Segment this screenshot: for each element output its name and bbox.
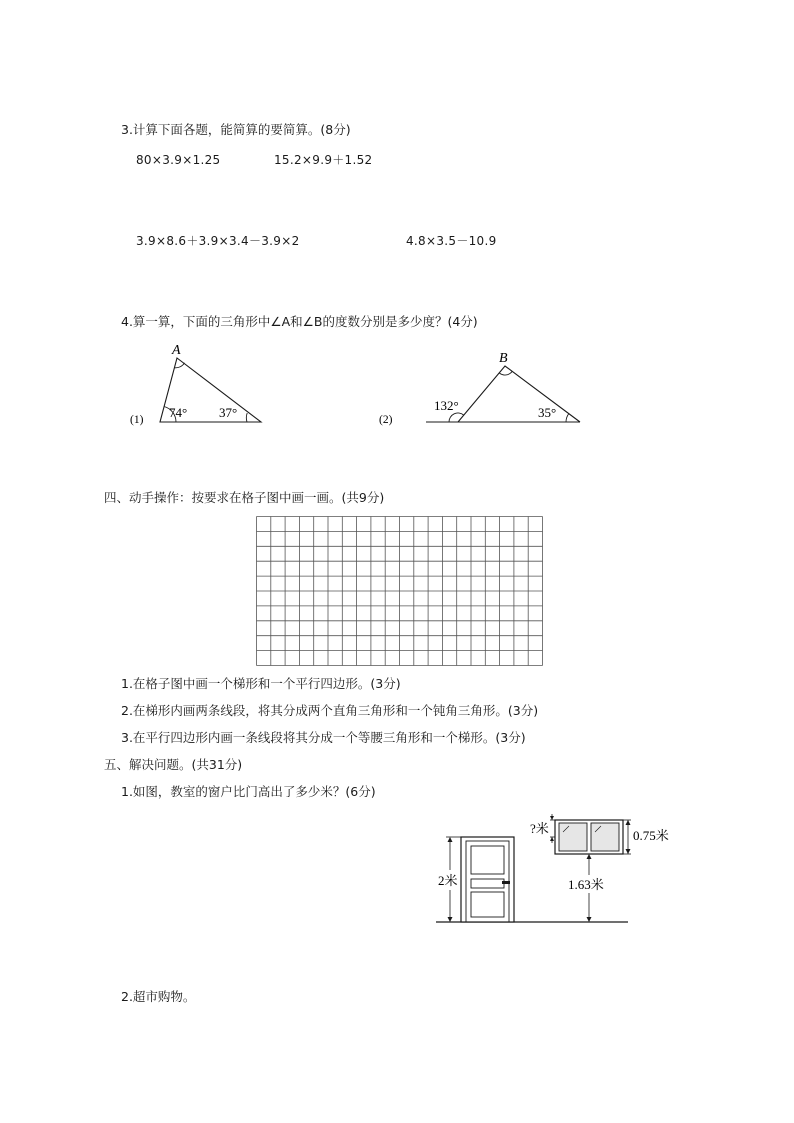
section-4-item-2: 2.在梯形内画两条线段，将其分成两个直角三角形和一个钝角三角形。(3分) (121, 703, 539, 718)
section-4-item-3: 3.在平行四边形内画一条线段将其分成一个等腰三角形和一个梯形。(3分) (121, 730, 526, 745)
window-pane-right (591, 823, 619, 851)
angle-132-label: 132° (434, 398, 459, 413)
section-4-title: 四、动手操作：按要求在格子图中画一画。(共9分) (104, 490, 385, 505)
q3-expression-1: 80×3.9×1.25 (136, 153, 221, 167)
q3-expression-4: 4.8×3.5－10.9 (406, 234, 497, 248)
section-5-q1-title: 1.如图，教室的窗户比门高出了多少米？(6分) (121, 784, 376, 799)
section-5-title: 五、解决问题。(共31分) (104, 757, 243, 772)
q3-title: 3.计算下面各题，能简算的要简算。(8分) (121, 122, 351, 137)
door-arrow-top (448, 837, 453, 842)
angle-74-label: 74° (169, 405, 188, 420)
window-height-label: 0.75米 (633, 828, 669, 843)
triangle-2-angle-b-arc (499, 371, 512, 375)
vertex-b-label: B (499, 351, 508, 366)
grid-paper (256, 516, 543, 666)
window-pane-left (559, 823, 587, 851)
angle-35-label: 35° (538, 405, 557, 420)
section-5-q2-title: 2.超市购物。 (121, 989, 196, 1004)
q3-expression-2: 15.2×9.9＋1.52 (274, 153, 373, 167)
door-height-label: 2米 (438, 873, 458, 888)
figure-2-label: (2) (379, 414, 393, 426)
unknown-difference-label: ?米 (530, 821, 549, 836)
door-arrow-bottom (448, 917, 453, 922)
triangle-2-angle-35-arc (566, 414, 569, 422)
triangle-2-shape (458, 366, 580, 422)
q4-title: 4.算一算，下面的三角形中∠A和∠B的度数分别是多少度？(4分) (121, 314, 478, 329)
door-frame (461, 837, 514, 922)
door-handle (502, 881, 510, 884)
q3-expression-3: 3.9×8.6＋3.9×3.4－3.9×2 (136, 234, 300, 248)
door-window-figure (434, 812, 684, 928)
triangle-figure-1 (130, 338, 270, 428)
vertex-a-label: A (172, 343, 181, 358)
figure-1-label: (1) (130, 414, 144, 426)
section-4-item-1: 1.在格子图中画一个梯形和一个平行四边形。(3分) (121, 676, 401, 691)
triangle-1-angle-37-arc (246, 413, 247, 422)
triangle-figure-2 (378, 344, 588, 428)
window-base-label: 1.63米 (568, 877, 604, 892)
angle-37-label: 37° (219, 405, 238, 420)
